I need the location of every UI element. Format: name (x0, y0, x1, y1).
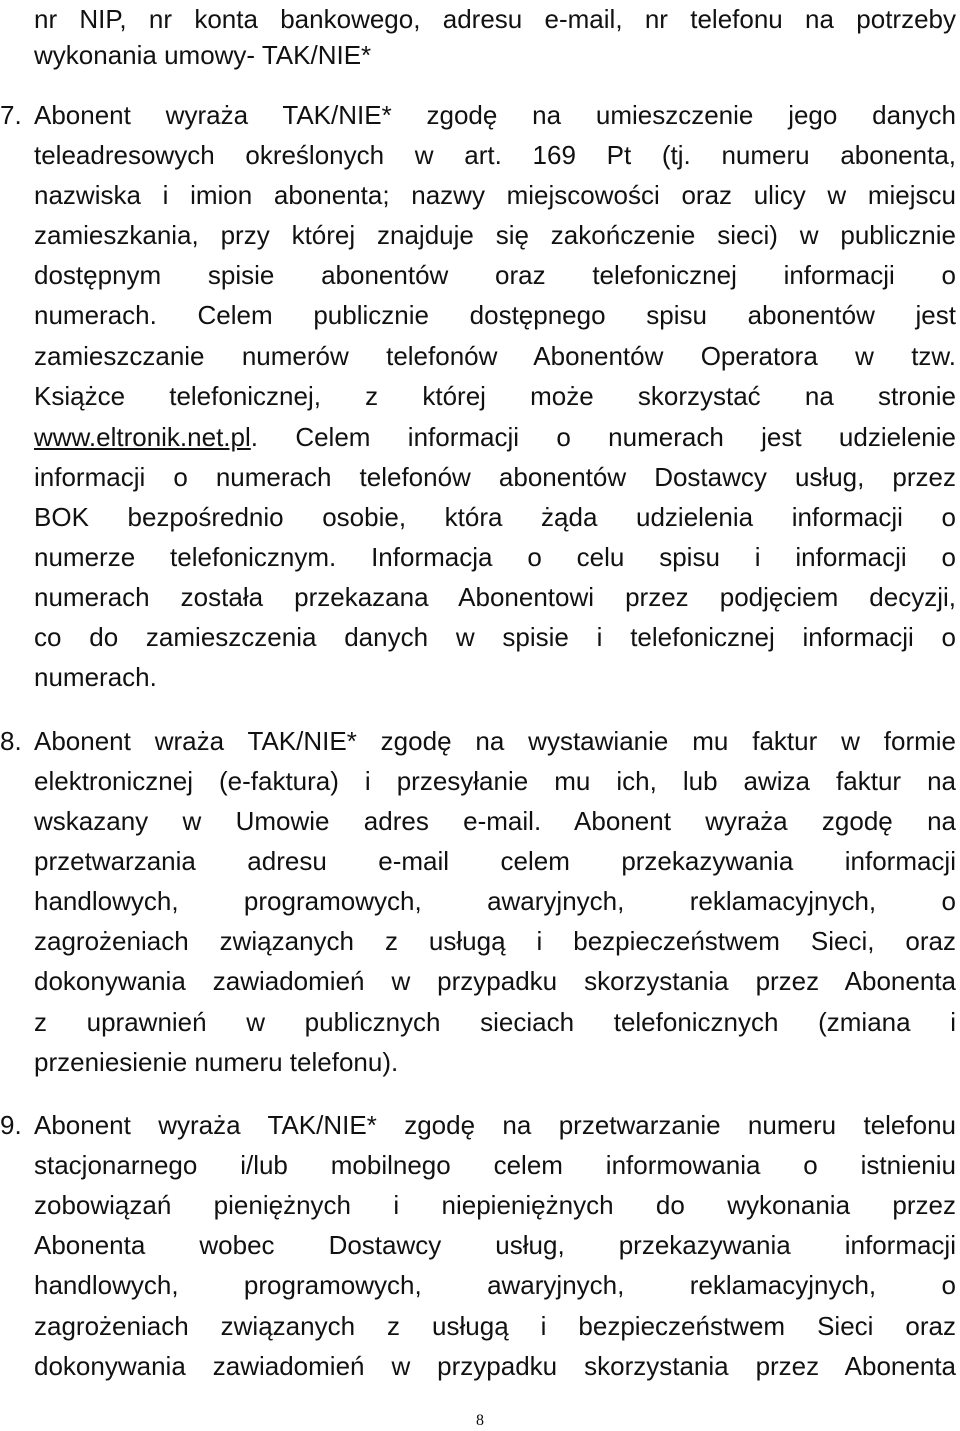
item-9-line: Abonent wyraża TAK/NIE* zgodę na przetwarzanie numeru telefonu (34, 1110, 956, 1140)
item-9-line: handlowych, programowych, awaryjnych, reklamacyjnych, o (34, 1270, 956, 1300)
item-7-line: Abonent wyraża TAK/NIE* zgodę na umieszczenie jego danych (34, 100, 956, 130)
item-9-number: 9. (0, 1110, 22, 1140)
item-8-line: przetwarzania adresu e-mail celem przekazywania informacji (34, 846, 956, 876)
item-7-line: numerze telefonicznym. Informacja o celu spisu i informacji o (34, 542, 956, 572)
item-8-number: 8. (0, 726, 22, 756)
item-7-line: co do zamieszczenia danych w spisie i telefonicznej informacji o (34, 622, 956, 652)
item-7-line: numerach. (34, 662, 157, 692)
item-7-line: Książce telefonicznej, z której może skorzystać na stronie (34, 381, 956, 411)
item-7-line: nazwiska i imion abonenta; nazwy miejscowości oraz ulicy w miejscu (34, 180, 956, 210)
item-7-line: numerach została przekazana Abonentowi przez podjęciem decyzji, (34, 582, 956, 612)
website-link[interactable]: www.eltronik.net.pl (34, 422, 251, 452)
item-7-link-after: . Celem informacji o numerach jest udzielenie (250, 422, 956, 452)
item-7-link-line (34, 420, 956, 454)
item-9-line: zobowiązań pieniężnych i niepieniężnych do wykonania przez (34, 1190, 956, 1220)
item-8-line: elektronicznej (e-faktura) i przesyłanie mu ich, lub awiza faktur na (34, 766, 956, 796)
item-7-line: zamieszkania, przy której znajduje się zakończenie sieci) w publicznie (34, 220, 956, 250)
item-8-line: dokonywania zawiadomień w przypadku skorzystania przez Abonenta (34, 966, 956, 996)
intro-line-2: wykonania umowy- TAK/NIE* (34, 40, 372, 70)
page-number: 8 (476, 1412, 484, 1429)
item-7-line: numerach. Celem publicznie dostępnego spisu abonentów jest (34, 300, 956, 330)
item-7-line: dostępnym spisie abonentów oraz telefonicznej informacji o (34, 260, 956, 290)
item-7-line: teleadresowych określonych w art. 169 Pt (tj. numeru abonenta, (34, 140, 956, 170)
item-7-number: 7. (0, 100, 22, 130)
item-8-line: przeniesienie numeru telefonu). (34, 1047, 399, 1077)
item-9-line: Abonenta wobec Dostawcy usług, przekazywania informacji (34, 1230, 956, 1260)
item-8-line: zagrożeniach związanych z usługą i bezpieczeństwem Sieci, oraz (34, 926, 956, 956)
item-9-line: stacjonarnego i/lub mobilnego celem informowania o istnieniu (34, 1150, 956, 1180)
intro-line-1: nr NIP, nr konta bankowego, adresu e-mail, nr telefonu na potrzeby (34, 4, 956, 34)
item-7-line: BOK bezpośrednio osobie, która żąda udzielenia informacji o (34, 502, 956, 532)
item-7-line: informacji o numerach telefonów abonentów Dostawcy usług, przez (34, 462, 956, 492)
item-8-line: handlowych, programowych, awaryjnych, reklamacyjnych, o (34, 886, 956, 916)
item-9-line: dokonywania zawiadomień w przypadku skorzystania przez Abonenta (34, 1351, 956, 1381)
item-8-line: z uprawnień w publicznych sieciach telefonicznych (zmiana i (34, 1007, 956, 1037)
item-8-line: wskazany w Umowie adres e-mail. Abonent wyraża zgodę na (34, 806, 956, 836)
item-7-line: zamieszczanie numerów telefonów Abonentów Operatora w tzw. (34, 341, 956, 371)
item-8-line: Abonent wraża TAK/NIE* zgodę na wystawianie mu faktur w formie (34, 726, 956, 756)
item-9-line: zagrożeniach związanych z usługą i bezpieczeństwem Sieci oraz (34, 1311, 956, 1341)
